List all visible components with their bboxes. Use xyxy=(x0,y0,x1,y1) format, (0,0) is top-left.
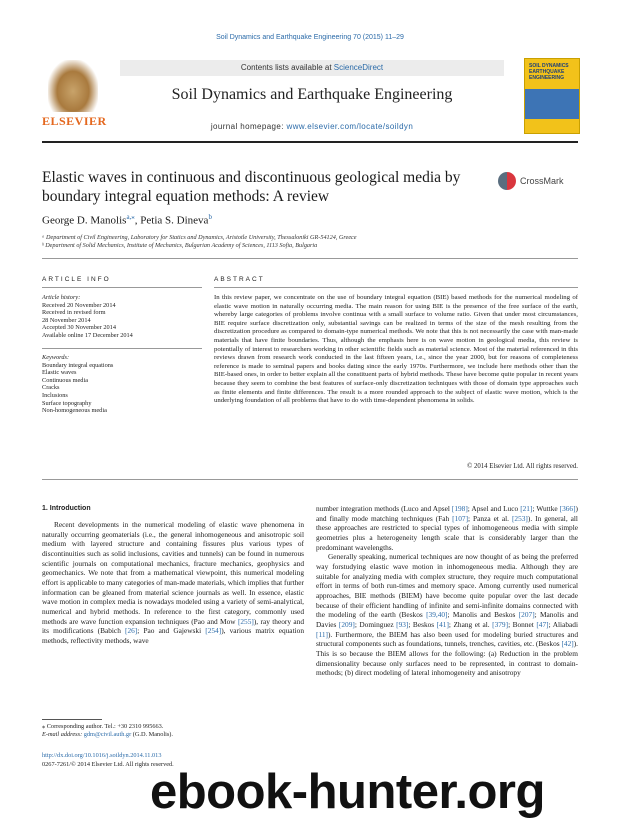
author-name: George D. Manolis xyxy=(42,214,127,227)
watermark: ebook-hunter.org xyxy=(150,765,545,819)
text-run: ; Aliabadi xyxy=(548,619,578,629)
citation-link[interactable]: [366] xyxy=(559,504,576,513)
elsevier-wordmark: ELSEVIER xyxy=(42,114,107,128)
text-run: Recent developments in the numerical modeling of elastic wave phenomena in naturally occurring geomaterials (i.e., the general inhomogeneous and anisotropic soil medium with layered structure and containing fissures plus various types of discontinuities such as solid inclusions, cavities and tunnels) can be found in numerous scientific journals on computational mechanics, fracture mechanics, geophysics and geomechanics. We note that from a mathematical viewpoint, this numerical modeling effort is applicable to many categories of man-made materials, which implies that further information can be gleaned from material science journals as well. In essence, elastic wave motion in complex media is nowadays modeled using a variety of semi-analytical, numerical and hybrid methods. In reference to the first category, commonly used methods are wave function expansion techniques (Pao and Mow xyxy=(42,520,304,626)
elsevier-logo xyxy=(42,60,107,132)
text-run: ; Wuttke xyxy=(532,504,560,513)
text-run: ; Apsel and Luco xyxy=(467,504,521,513)
history-rule xyxy=(42,348,202,349)
cover-band xyxy=(525,89,579,119)
section-heading-introduction: 1. Introduction xyxy=(42,505,91,512)
history-item: Received in revised form xyxy=(42,309,106,317)
abstract-heading: ABSTRACT xyxy=(214,276,265,283)
text-run: ; Pao and Gajewski xyxy=(137,626,206,636)
text-run: ; Panza et al. xyxy=(468,513,512,523)
footnote-rule xyxy=(42,719,102,720)
author-list xyxy=(42,213,212,227)
text-run: Generally speaking, numerical techniques are now thought of as being the preferred way forstudying elastic wave motion in inhomogeneous media. Although they are suitable for analyzing media with complex structure, they require much computational effort in terms of both run-times and memory space. Among currently used numerical approaches, BIE methods (BIEM) have become quite popular over the last decade because of their efficient handling of infinite and semi-infinite domains connected with the modeling of the earth (Beskos xyxy=(316,552,578,620)
text-run: ; Zhang et al. xyxy=(448,619,493,629)
article-info-heading: ARTICLE INFO xyxy=(42,276,111,283)
cover-title: SOIL DYNAMICS EARTHQUAKE ENGINEERING xyxy=(529,63,569,81)
elsevier-tree-icon xyxy=(48,60,98,112)
issn-line: 0267-7261/© 2014 Elsevier Ltd. All rights reserved. xyxy=(42,760,174,768)
homepage-prefix: journal homepage: xyxy=(210,122,287,131)
affiliation-b: ᵇ Department of Solid Mechanics, Institute of Mechanics, Bulgarian Academy of Sciences, 1113 Sofia, Bulgaria xyxy=(42,242,318,249)
history-item: Received 20 November 2014 xyxy=(42,301,116,309)
history-label: Article history: xyxy=(42,294,81,301)
text-run: ), ray theory and its modifications (Babich xyxy=(42,616,305,636)
email-suffix: (G.D. Manolis). xyxy=(131,731,173,738)
email-link[interactable]: gdm@civil.auth.gr xyxy=(83,731,132,738)
citation-link[interactable]: [253] xyxy=(511,513,528,523)
text-run: ). In general, all these approaches are restricted to special types of inhomogeneous media with simple geometries plus a heterogeneity length scale that is considerably larger than the predominant wavelengths. xyxy=(316,513,578,552)
citation-link[interactable]: [21] xyxy=(520,504,533,513)
paragraph xyxy=(316,504,578,552)
body-column-left xyxy=(42,520,304,646)
keyword-item: Non-homogeneous media xyxy=(42,407,107,415)
citation-link[interactable]: [107] xyxy=(452,513,469,523)
history-item: Accepted 30 November 2014 xyxy=(42,324,116,332)
keywords xyxy=(42,354,202,415)
keyword-item: Boundary integral equations xyxy=(42,361,114,369)
citation-link[interactable]: [209] xyxy=(338,619,355,629)
text-run: ). Furthermore, the BIEM has also been used for modeling buried structures and structural components such as foundations, tunnels, trenches, cavities, etc. (Beskos xyxy=(316,629,578,649)
paragraph xyxy=(42,520,304,646)
text-run: ). This is so because the BIEM allows for the following: (a) Reduction in the problem dimensionality because only surfaces need to be represented, in contrast to domain-methods; (b) direct modeling of lateral inhomogeneity and anisotropy xyxy=(316,639,578,678)
citation-link[interactable]: [26] xyxy=(125,626,138,636)
author-name: Petia S. Dineva xyxy=(140,214,209,227)
keyword-item: Surface topography xyxy=(42,399,92,407)
text-run: ; Beskos xyxy=(408,619,437,629)
crossmark-badge[interactable] xyxy=(498,172,580,192)
email-line xyxy=(42,731,304,739)
text-run: ; Manolis and Beskos xyxy=(447,610,519,620)
citation-link[interactable]: [255] xyxy=(237,616,254,626)
affiliation-a: ᵃ Department of Civil Engineering, Laboratory for Statics and Dynamics, Aristotle University, Thessaloniki GR-54124, Greece xyxy=(42,234,357,241)
history-item: 28 November 2014 xyxy=(42,316,91,324)
sciencedirect-link[interactable]: ScienceDirect xyxy=(333,63,384,72)
citation-link[interactable]: [41] xyxy=(436,619,449,629)
text-run: ; Manolis and Davies xyxy=(316,610,579,629)
citation-link[interactable]: [379] xyxy=(492,619,509,629)
text-run: ; Dominguez xyxy=(354,619,397,629)
article-info-rule xyxy=(42,287,202,288)
contents-prefix: Contents lists available at xyxy=(240,63,334,72)
keywords-label: Keywords: xyxy=(42,354,70,361)
crossmark-label: CrossMark xyxy=(520,176,564,186)
footnote xyxy=(42,723,304,739)
homepage-link[interactable]: www.elsevier.com/locate/soildyn xyxy=(286,122,414,131)
keyword-item: Continuous media xyxy=(42,376,88,384)
citation-link[interactable]: [198] xyxy=(451,504,468,513)
article-title: Elastic waves in continuous and discontinuous geological media by boundary integral equation methods: A review xyxy=(42,169,461,205)
citation-link[interactable]: [11] xyxy=(316,629,328,639)
affiliation-rule xyxy=(42,258,578,259)
history-item: Available online 17 December 2014 xyxy=(42,331,133,339)
journal-reference[interactable]: Soil Dynamics and Earthquake Engineering 70 (2015) 11–29 xyxy=(216,34,404,41)
abstract-bottom-rule xyxy=(42,479,578,480)
email-label: E-mail address: xyxy=(42,731,84,738)
abstract-text: In this review paper, we concentrate on the use of boundary integral equation (BIE) based methods for the numerical modeling of elastic wave motion in naturally occurring media. The main reason for using BIE is the presence of the free surface of the earth, whereby large categories of problems involve continua with a small surface to volume ratio. Given that under most circumstances, BIE require surface discretization only, substantial savings can be realized in terms of the size of the mesh resulting from the discretization procedure as compared to domain-type numerical methods. We note that this is not necessarily the case with man-made materials that have finite boundaries. Thus, although the emphasis here is on wave motion in geological media, this review is potentially of interest to researchers working in other scientific fields such as material science. Most of the material referenced in this reviews drawn from research work conducted in the last fifteen years, i.e., since the year 2000, but for reasons of completeness reference is made to seminal papers and books dating since the early 1970s. Furthermore, we include here methods other than the BIE-based ones, in order to better explain all the constituent parts of hybrid methods. These have become quite popular in recent years because they seem to combine the best features of surface-only discretization techniques with those of domain type approaches such as finite elements and finite differences. The result is a more rounded approach to the subject of elastic wave motion, which is the underlying foundation of all problems that have to do with time-dependent phenomena in solids. xyxy=(214,294,578,405)
text-run: ) and finally mode matching techniques (Fah xyxy=(316,504,578,523)
citation-link[interactable]: [254] xyxy=(205,626,222,636)
journal-title: Soil Dynamics and Earthquake Engineering xyxy=(171,86,453,103)
body-column-right xyxy=(316,504,578,678)
article-history xyxy=(42,294,202,340)
author-affiliation-link[interactable]: a,⁎ xyxy=(126,213,135,221)
text-run: ; Bonnet xyxy=(508,619,537,629)
journal-cover-thumbnail[interactable] xyxy=(524,58,580,134)
text-run: ), various matrix equation methods, reflectivity methods, wave xyxy=(42,626,304,645)
author-separator: , xyxy=(134,214,141,227)
paragraph xyxy=(316,552,578,678)
citation-link[interactable]: [39,40] xyxy=(426,610,448,620)
contents-bar xyxy=(120,60,504,76)
doi-link[interactable]: http://dx.doi.org/10.1016/j.soildyn.2014.11.013 xyxy=(42,752,162,759)
abstract-rule xyxy=(214,287,578,288)
citation-link[interactable]: [47] xyxy=(536,619,549,629)
citation-link[interactable]: [93] xyxy=(396,619,409,629)
citation-link[interactable]: [207] xyxy=(518,610,535,620)
keyword-item: Cracks xyxy=(42,384,60,392)
author-affiliation-link[interactable]: b xyxy=(208,213,212,221)
citation-link[interactable]: [42] xyxy=(561,639,574,649)
header-rule xyxy=(42,141,578,143)
journal-homepage xyxy=(120,122,504,131)
corresponding-author-note: ⁎ Corresponding author. Tel.: +30 2310 995663. xyxy=(42,723,164,730)
keyword-item: Inclusions xyxy=(42,391,68,399)
text-run: number integration methods (Luco and Apsel xyxy=(316,504,452,513)
keyword-item: Elastic waves xyxy=(42,369,77,377)
crossmark-icon xyxy=(498,172,516,190)
abstract-copyright: © 2014 Elsevier Ltd. All rights reserved. xyxy=(467,463,578,470)
